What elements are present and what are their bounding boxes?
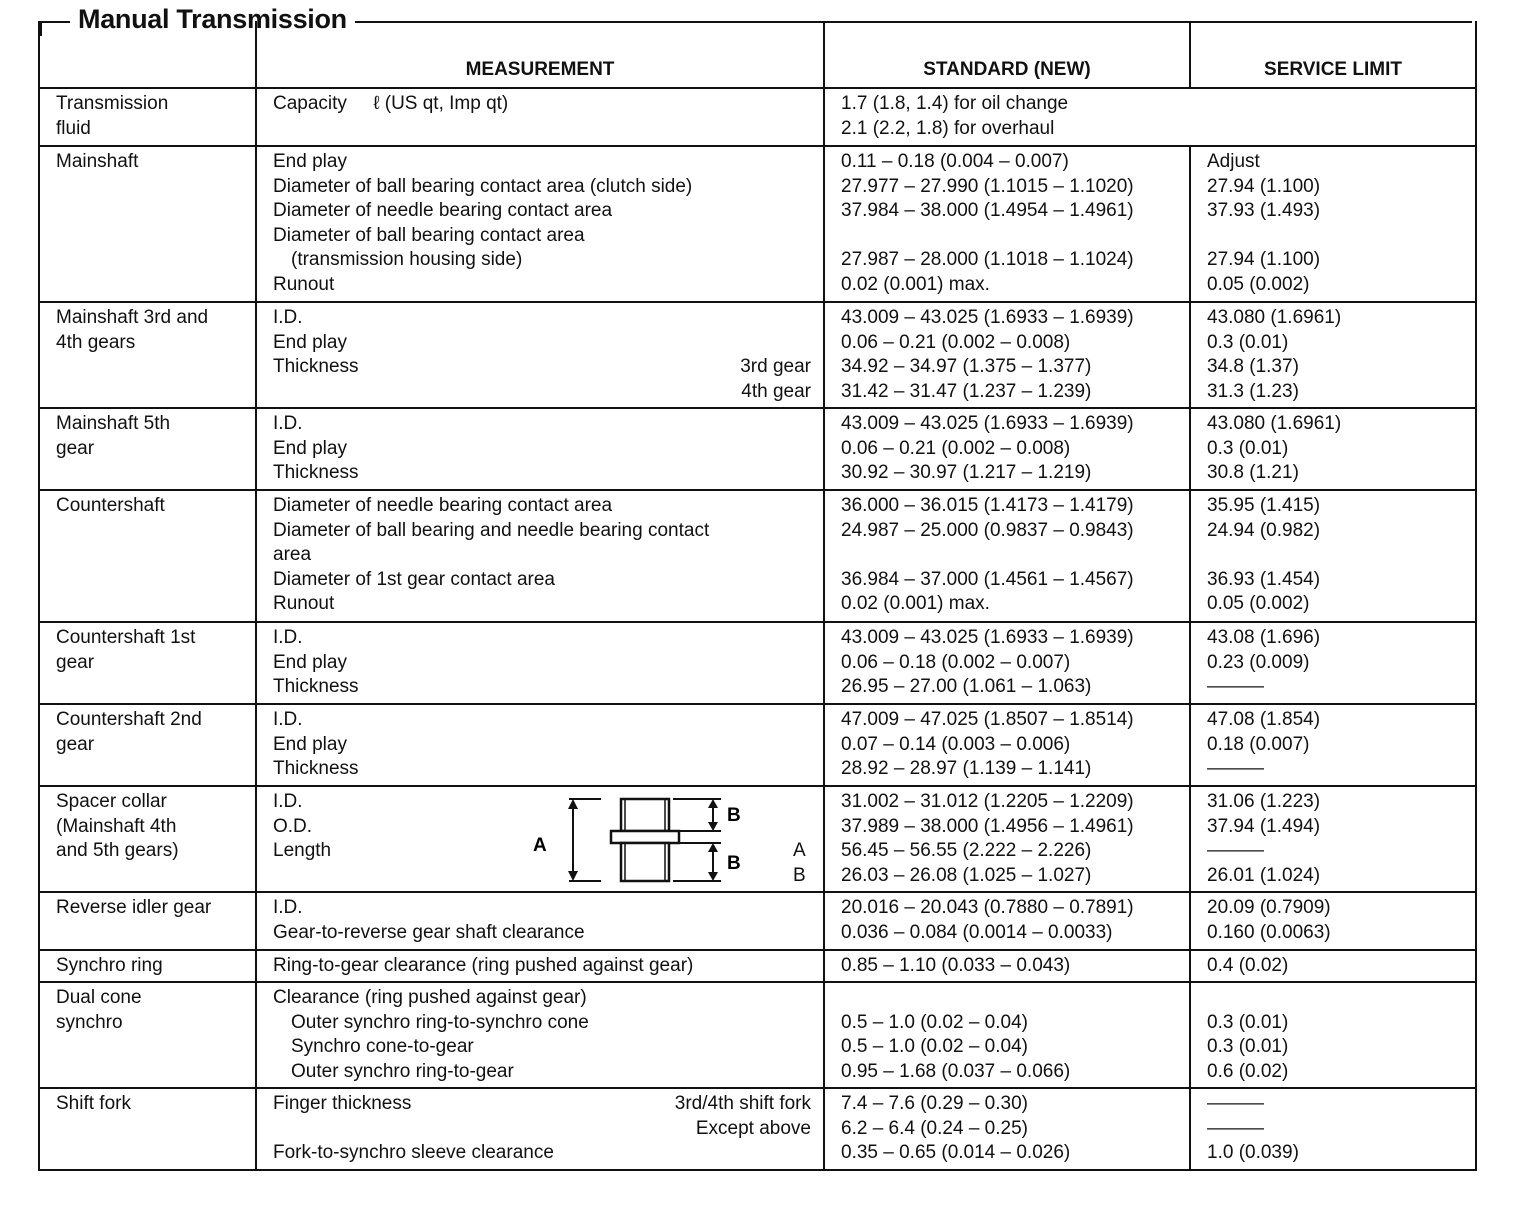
standard-text: 0.06 – 0.18 (0.002 – 0.007) — [841, 651, 1071, 673]
standard-text: 24.987 – 25.000 (0.9837 – 0.9843) — [841, 519, 1134, 541]
collar-upper — [621, 799, 669, 831]
standard-cell — [824, 88, 1476, 146]
standard-text: 20.016 – 20.043 (0.7880 – 0.7891) — [841, 897, 1134, 918]
item-text: Mainshaft 5th — [56, 413, 171, 434]
item-text: gear — [56, 437, 95, 459]
item-text: Reverse idler gear — [56, 897, 212, 918]
limit-text — [1207, 986, 1471, 1011]
limit-text: 37.94 (1.494) — [1207, 815, 1321, 837]
item-cell — [39, 490, 256, 622]
measurement-cell — [256, 704, 824, 786]
measurement-line — [273, 380, 811, 405]
length-sub-a: A — [793, 840, 806, 861]
measurement-sub: 4th gear — [741, 380, 811, 402]
item-text: (Mainshaft 4th — [56, 815, 177, 837]
standard-text: 6.2 – 6.4 (0.24 – 0.25) — [841, 1117, 1028, 1139]
arrow-head — [708, 822, 718, 831]
limit-text: ——— — [1207, 676, 1264, 698]
standard-text: 0.02 (0.001) max. — [841, 273, 990, 295]
arrow-head — [708, 843, 718, 852]
limit-text: ——— — [1207, 1093, 1264, 1114]
item-cell — [39, 622, 256, 704]
measurement-text: Diameter of ball bearing contact area (clutch side) — [273, 175, 693, 197]
limit-text: 0.160 (0.0063) — [1207, 921, 1331, 943]
standard-text: 0.02 (0.001) max. — [841, 593, 990, 615]
measurement-cell — [256, 490, 824, 622]
standard-text: 31.42 – 31.47 (1.237 – 1.239) — [841, 380, 1092, 402]
standard-text: 43.009 – 43.025 (1.6933 – 1.6939) — [841, 413, 1134, 434]
measurement-text: End play — [273, 651, 347, 673]
limit-text: 31.3 (1.23) — [1207, 380, 1299, 402]
limit-cell — [1190, 146, 1476, 302]
standard-text — [841, 986, 1185, 1011]
limit-cell — [1190, 786, 1476, 892]
measurement-text: Outer synchro ring-to-synchro cone — [291, 1011, 589, 1033]
limit-text: 0.23 (0.009) — [1207, 651, 1310, 673]
standard-cell — [824, 704, 1190, 786]
limit-text: 0.6 (0.02) — [1207, 1060, 1289, 1082]
standard-text — [841, 224, 1185, 249]
header-item — [39, 21, 256, 88]
measurement-text: I.D. — [273, 413, 303, 434]
measurement-cell — [256, 408, 824, 490]
limit-text: 26.01 (1.024) — [1207, 864, 1321, 886]
measurement-text: Clearance (ring pushed against gear) — [273, 987, 587, 1008]
spec-row-dual-cone-synchro — [39, 982, 1476, 1088]
standard-text: 0.11 – 0.18 (0.004 – 0.007) — [841, 151, 1069, 172]
item-cell — [39, 1088, 256, 1170]
limit-text: 0.4 (0.02) — [1207, 955, 1289, 976]
limit-cell — [1190, 302, 1476, 408]
label-b-lower: B — [727, 853, 741, 874]
standard-cell — [824, 302, 1190, 408]
item-text: Synchro ring — [56, 955, 163, 976]
standard-cell — [824, 146, 1190, 302]
spec-table — [38, 21, 1477, 1171]
item-cell — [39, 950, 256, 982]
standard-text: 0.5 – 1.0 (0.02 – 0.04) — [841, 1036, 1028, 1058]
measurement-text: I.D. — [273, 627, 303, 648]
item-text: Shift fork — [56, 1093, 131, 1114]
limit-text: 35.95 (1.415) — [1207, 495, 1321, 516]
limit-text: 30.8 (1.21) — [1207, 462, 1299, 484]
limit-text: ——— — [1207, 758, 1264, 780]
limit-text: 36.93 (1.454) — [1207, 568, 1321, 590]
item-text: Countershaft 2nd — [56, 709, 202, 730]
standard-text: 26.03 – 26.08 (1.025 – 1.027) — [841, 864, 1092, 886]
limit-cell — [1190, 490, 1476, 622]
standard-text: 27.987 – 28.000 (1.1018 – 1.1024) — [841, 249, 1134, 271]
measurement-text: I.D. — [273, 897, 303, 918]
measurement-line — [273, 1092, 811, 1117]
measurement-text: Ring-to-gear clearance (ring pushed against gear) — [273, 955, 694, 976]
measurement-line — [273, 331, 811, 356]
measurement-text: Runout — [273, 273, 335, 295]
standard-text: 0.036 – 0.084 (0.0014 – 0.0033) — [841, 921, 1113, 943]
measurement-text: I.D. — [273, 307, 303, 328]
spec-row-mainshaft-3rd-4th — [39, 302, 1476, 408]
spec-row-mainshaft-5th — [39, 408, 1476, 490]
measurement-text: I.D. — [273, 791, 303, 812]
standard-text: 0.5 – 1.0 (0.02 – 0.04) — [841, 1011, 1028, 1033]
standard-cell — [824, 982, 1190, 1088]
measurement-line — [273, 306, 811, 331]
limit-cell — [1190, 1088, 1476, 1170]
standard-text: 0.35 – 0.65 (0.014 – 0.026) — [841, 1142, 1071, 1164]
measurement-text: End play — [273, 733, 347, 755]
standard-text: 0.06 – 0.21 (0.002 – 0.008) — [841, 437, 1071, 459]
arrow-head — [568, 871, 578, 881]
spacer-collar-diagram — [533, 795, 807, 885]
page-title: Manual Transmission — [70, 4, 355, 35]
item-text: Dual cone — [56, 987, 142, 1008]
measurement-cell — [256, 982, 824, 1088]
item-cell — [39, 982, 256, 1088]
measurement-line — [273, 355, 811, 380]
measurement-sub: 3rd/4th shift fork — [674, 1093, 811, 1114]
item-text: Transmission — [56, 93, 169, 114]
spec-row-mainshaft — [39, 146, 1476, 302]
standard-text: 28.92 – 28.97 (1.139 – 1.141) — [841, 758, 1092, 780]
spec-row-countershaft-2nd — [39, 704, 1476, 786]
standard-text: 30.92 – 30.97 (1.217 – 1.219) — [841, 462, 1092, 484]
collar-lower — [621, 843, 669, 881]
limit-text: 0.05 (0.002) — [1207, 593, 1310, 615]
standard-cell — [824, 786, 1190, 892]
measurement-text: End play — [273, 151, 347, 172]
header-service-limit: SERVICE LIMIT — [1190, 21, 1476, 88]
standard-text: 26.95 – 27.00 (1.061 – 1.063) — [841, 676, 1092, 698]
standard-cell — [824, 622, 1190, 704]
limit-text: 43.080 (1.6961) — [1207, 413, 1342, 434]
measurement-text: Gear-to-reverse gear shaft clearance — [273, 921, 585, 943]
item-text: Mainshaft — [56, 151, 139, 172]
standard-text: 37.984 – 38.000 (1.4954 – 1.4961) — [841, 200, 1134, 222]
measurement-text: Synchro cone-to-gear — [291, 1036, 474, 1058]
standard-text: 2.1 (2.2, 1.8) for overhaul — [841, 117, 1055, 139]
standard-text: 36.000 – 36.015 (1.4173 – 1.4179) — [841, 495, 1134, 516]
limit-cell — [1190, 704, 1476, 786]
measurement-sub: 3rd gear — [740, 356, 811, 378]
item-cell — [39, 892, 256, 950]
standard-cell — [824, 1088, 1190, 1170]
limit-cell — [1190, 982, 1476, 1088]
measurement-text: Diameter of ball bearing contact area — [273, 224, 585, 246]
item-text: 4th gears — [56, 331, 136, 353]
limit-text: 47.08 (1.854) — [1207, 709, 1321, 730]
measurement-text: Diameter of needle bearing contact area — [273, 495, 613, 516]
standard-text: 0.06 – 0.21 (0.002 – 0.008) — [841, 331, 1071, 353]
limit-text: 27.94 (1.100) — [1207, 175, 1321, 197]
spec-row-reverse-idler — [39, 892, 1476, 950]
limit-text: 0.3 (0.01) — [1207, 1011, 1289, 1033]
spec-row-transmission-fluid — [39, 88, 1476, 146]
length-sub-b: B — [793, 864, 806, 886]
standard-text: 1.7 (1.8, 1.4) for oil change — [841, 93, 1069, 114]
measurement-text: End play — [273, 437, 347, 459]
measurement-text: Thickness — [273, 676, 359, 698]
standard-text: 43.009 – 43.025 (1.6933 – 1.6939) — [841, 307, 1134, 328]
item-cell — [39, 88, 256, 146]
measurement-cell — [256, 950, 824, 982]
standard-text: 0.95 – 1.68 (0.037 – 0.066) — [841, 1060, 1071, 1082]
measurement-text: Length — [273, 840, 332, 862]
arrow-head — [708, 799, 718, 808]
measurement-text: Finger thickness — [273, 1093, 412, 1114]
arrow-head — [708, 872, 718, 881]
measurement-text: O.D. — [273, 815, 313, 837]
standard-cell — [824, 408, 1190, 490]
limit-text: 20.09 (0.7909) — [1207, 897, 1331, 918]
item-text: Mainshaft 3rd and — [56, 307, 209, 328]
standard-cell — [824, 490, 1190, 622]
standard-text: 31.002 – 31.012 (1.2205 – 1.2209) — [841, 791, 1134, 812]
collar-flange — [611, 831, 679, 843]
item-text: fluid — [56, 117, 91, 139]
item-cell — [39, 146, 256, 302]
limit-text: 0.3 (0.01) — [1207, 331, 1289, 353]
measurement-text: (transmission housing side) — [291, 249, 523, 271]
limit-text: 0.3 (0.01) — [1207, 1036, 1289, 1058]
limit-text: 0.05 (0.002) — [1207, 273, 1310, 295]
limit-text: 31.06 (1.223) — [1207, 791, 1321, 812]
item-text: Countershaft — [56, 495, 165, 516]
limit-cell — [1190, 408, 1476, 490]
standard-text — [841, 543, 1185, 568]
measurement-cell — [256, 88, 824, 146]
measurement-cell — [256, 786, 824, 892]
spec-row-countershaft-1st — [39, 622, 1476, 704]
measurement-text: End play — [273, 331, 347, 353]
measurement-cell — [256, 302, 824, 408]
limit-text: 1.0 (0.039) — [1207, 1142, 1299, 1164]
limit-cell — [1190, 622, 1476, 704]
standard-text: 56.45 – 56.55 (2.222 – 2.226) — [841, 840, 1092, 862]
limit-text: 43.080 (1.6961) — [1207, 307, 1342, 328]
item-cell — [39, 302, 256, 408]
measurement-text: Capacity ℓ (US qt, Imp qt) — [273, 93, 509, 114]
standard-text: 37.989 – 38.000 (1.4956 – 1.4961) — [841, 815, 1134, 837]
standard-text: 34.92 – 34.97 (1.375 – 1.377) — [841, 356, 1092, 378]
label-b-upper: B — [727, 805, 741, 826]
measurement-text: Runout — [273, 593, 335, 615]
measurement-text: I.D. — [273, 709, 303, 730]
limit-text: 27.94 (1.100) — [1207, 249, 1321, 271]
measurement-text: area — [273, 544, 312, 566]
limit-text — [1207, 224, 1471, 249]
limit-text: ——— — [1207, 840, 1264, 862]
limit-text: 34.8 (1.37) — [1207, 356, 1299, 378]
standard-text: 0.07 – 0.14 (0.003 – 0.006) — [841, 733, 1071, 755]
standard-text: 0.85 – 1.10 (0.033 – 0.043) — [841, 955, 1071, 976]
measurement-text: Diameter of 1st gear contact area — [273, 568, 555, 590]
header-row — [39, 21, 1476, 88]
limit-text: 0.3 (0.01) — [1207, 437, 1289, 459]
spec-row-spacer-collar — [39, 786, 1476, 892]
label-a: A — [533, 835, 547, 856]
measurement-cell — [256, 622, 824, 704]
measurement-cell — [256, 1088, 824, 1170]
standard-cell — [824, 950, 1190, 982]
measurement-line — [273, 1141, 811, 1166]
item-text: Countershaft 1st — [56, 627, 196, 648]
item-cell — [39, 704, 256, 786]
limit-text: 43.08 (1.696) — [1207, 627, 1321, 648]
standard-text: 7.4 – 7.6 (0.29 – 0.30) — [841, 1093, 1028, 1114]
measurement-sub: Except above — [695, 1117, 811, 1139]
limit-text: ——— — [1207, 1117, 1264, 1139]
limit-text: 37.93 (1.493) — [1207, 200, 1321, 222]
measurement-text: Fork-to-synchro sleeve clearance — [273, 1142, 554, 1164]
measurement-text: Diameter of ball bearing and needle bearing contact — [273, 519, 710, 541]
item-text: gear — [56, 733, 95, 755]
standard-text: 27.977 – 27.990 (1.1015 – 1.1020) — [841, 175, 1134, 197]
arrow-head — [568, 799, 578, 809]
standard-text: 47.009 – 47.025 (1.8507 – 1.8514) — [841, 709, 1134, 730]
measurement-line — [273, 1117, 811, 1142]
item-text: synchro — [56, 1011, 123, 1033]
measurement-cell — [256, 892, 824, 950]
standard-cell — [824, 892, 1190, 950]
measurement-cell — [256, 146, 824, 302]
limit-cell — [1190, 950, 1476, 982]
limit-text: Adjust — [1207, 151, 1260, 172]
limit-text: 24.94 (0.982) — [1207, 519, 1321, 541]
item-text: Spacer collar — [56, 791, 167, 812]
standard-text: 43.009 – 43.025 (1.6933 – 1.6939) — [841, 627, 1134, 648]
spec-row-countershaft — [39, 490, 1476, 622]
item-cell — [39, 786, 256, 892]
limit-text: 0.18 (0.007) — [1207, 733, 1310, 755]
spec-row-synchro-ring — [39, 950, 1476, 982]
measurement-text: Thickness — [273, 356, 359, 378]
measurement-text: Diameter of needle bearing contact area — [273, 200, 613, 222]
item-text: gear — [56, 651, 95, 673]
item-cell — [39, 408, 256, 490]
measurement-text: Thickness — [273, 758, 359, 780]
length-sub-labels — [793, 839, 809, 888]
measurement-text: Outer synchro ring-to-gear — [291, 1060, 514, 1082]
limit-cell — [1190, 892, 1476, 950]
header-standard: STANDARD (NEW) — [824, 21, 1190, 88]
header-measurement: MEASUREMENT — [256, 21, 824, 88]
measurement-text: Thickness — [273, 462, 359, 484]
spec-row-shift-fork — [39, 1088, 1476, 1170]
standard-text: 36.984 – 37.000 (1.4561 – 1.4567) — [841, 568, 1134, 590]
limit-text — [1207, 543, 1471, 568]
item-text: and 5th gears) — [56, 840, 179, 862]
